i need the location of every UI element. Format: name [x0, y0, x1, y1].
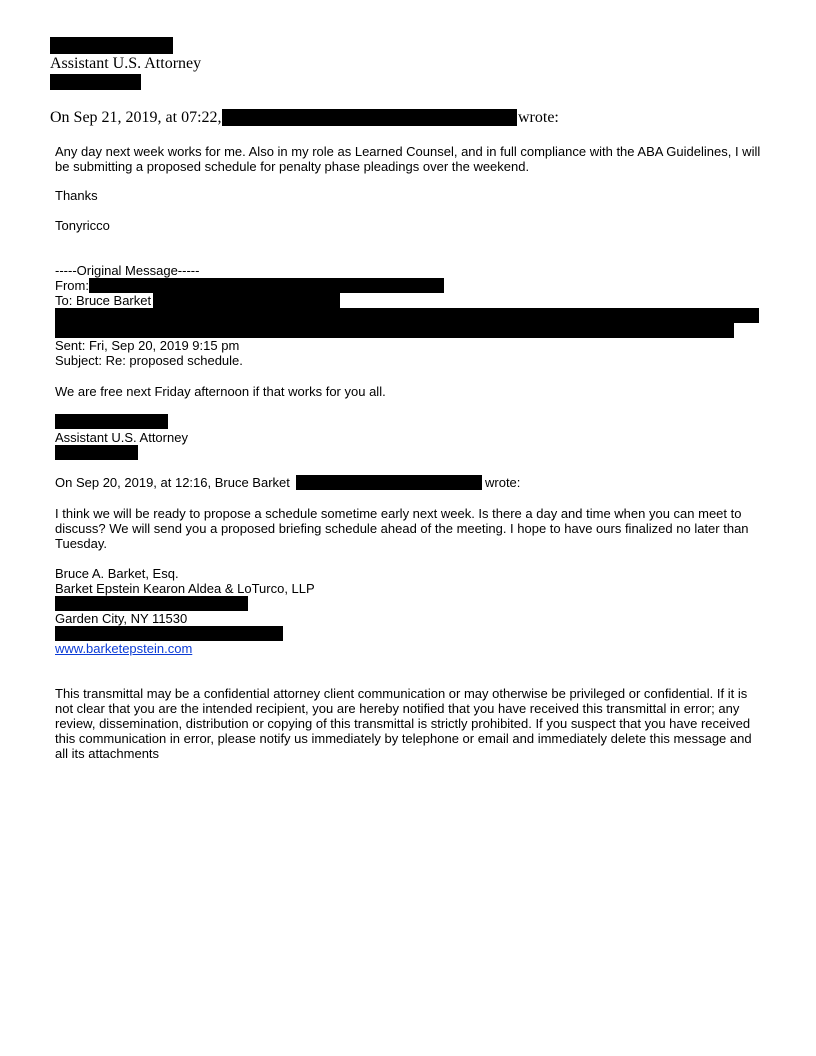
confidentiality-disclaimer: This transmittal may be a confidential attorney client communication or may otherwise be privileged or confidential. If it is not clear that you are the intended recipient, you are hereby notified that you have received this transmittal in error; any review, dissemination, distribution or copying of this transmittal is strictly prohibited. If you suspect that you have received this communication in error, please notify us immediately by telephone or email and immediately delete this message and all its attachments — [55, 686, 752, 761]
subject-line: Subject: Re: proposed schedule. — [55, 353, 243, 368]
redaction-name-mid — [55, 414, 168, 429]
original-message-separator: -----Original Message----- — [55, 263, 200, 278]
reply-header-prefix: On Sep 21, 2019, at 07:22, — [50, 109, 222, 126]
sent-line: Sent: Fri, Sep 20, 2019 9:15 pm — [55, 338, 240, 353]
redaction-phone-top — [50, 74, 141, 90]
to-label: To: Bruce Barket — [55, 293, 152, 308]
firm-website-link[interactable]: www.barketepstein.com — [55, 641, 193, 656]
redaction-phone-barket — [55, 626, 283, 641]
signature-firm: Barket Epstein Kearon Aldea & LoTurco, LLP — [55, 581, 315, 596]
redaction-to — [153, 293, 340, 308]
redaction-sender-email — [222, 109, 517, 126]
signature-name: Bruce A. Barket, Esq. — [55, 566, 179, 581]
redaction-name-top — [50, 37, 173, 54]
signature-title-top: Assistant U.S. Attorney — [50, 55, 202, 72]
quoted-header-suffix: wrote: — [485, 475, 521, 490]
reply-header-suffix: wrote: — [518, 109, 559, 126]
redaction-barket-email — [296, 475, 482, 490]
signature-title-mid: Assistant U.S. Attorney — [55, 430, 188, 445]
from-label: From: — [55, 278, 89, 293]
original-body: We are free next Friday afternoon if that works for you all. — [55, 384, 386, 399]
redaction-cc-line-1 — [55, 308, 759, 323]
redaction-from — [89, 278, 444, 293]
quoted-body: I think we will be ready to propose a schedule sometime early next week. Is there a day and time when you can meet to discuss? We will send you a proposed briefing schedule ahead of the meeting. I hope to have ours finalized no later than Tuesday. — [55, 506, 749, 551]
reply-thanks: Thanks — [55, 188, 98, 203]
reply-sender: Tonyricco — [55, 218, 110, 233]
quoted-header-prefix: On Sep 20, 2019, at 12:16, Bruce Barket — [55, 475, 290, 490]
redaction-phone-mid — [55, 445, 138, 460]
redaction-cc-line-2 — [55, 323, 734, 338]
redaction-address — [55, 596, 248, 611]
signature-city: Garden City, NY 11530 — [55, 611, 188, 626]
reply-body: Any day next week works for me. Also in my role as Learned Counsel, and in full compliance with the ABA Guidelines, I will be submitting a proposed schedule for penalty phase pleadings over the weekend. — [55, 144, 761, 174]
